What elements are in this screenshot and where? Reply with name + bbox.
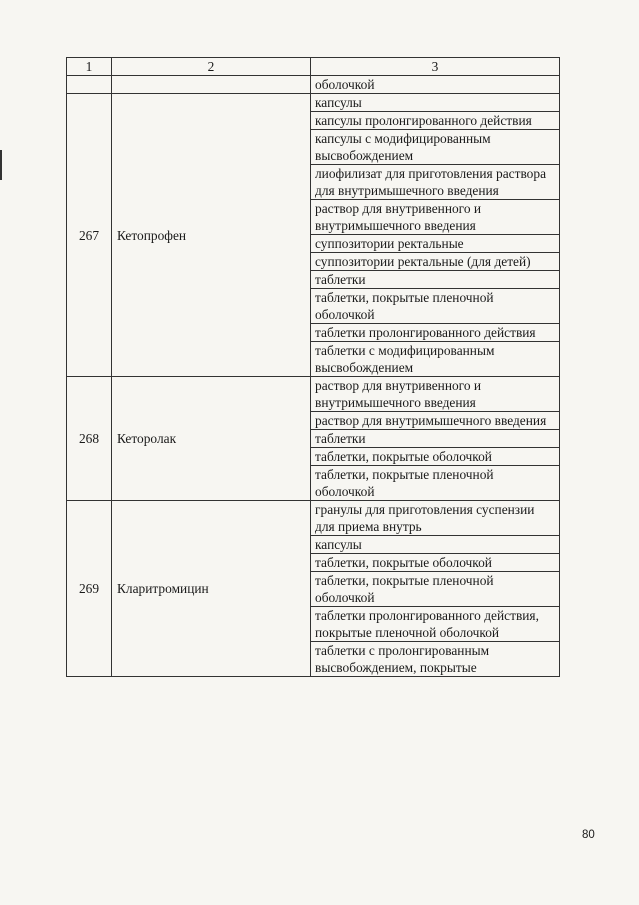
- dosage-form-cell: раствор для внутривенного и внутримышечного введения: [311, 377, 560, 412]
- drug-number-cell: 267: [67, 94, 112, 377]
- drug-name-cell: Кеторолак: [112, 377, 311, 501]
- dosage-form-cell: таблетки пролонгированного действия: [311, 324, 560, 342]
- continuation-name-cell: [112, 76, 311, 94]
- dosage-form-cell: капсулы: [311, 94, 560, 112]
- header-col-2: 2: [112, 58, 311, 76]
- dosage-form-cell: раствор для внутримышечного введения: [311, 412, 560, 430]
- drug-name-cell: Кларитромицин: [112, 501, 311, 677]
- dosage-form-cell: таблетки пролонгированного действия, покрытые пленочной оболочкой: [311, 607, 560, 642]
- drug-number-cell: 268: [67, 377, 112, 501]
- page-number: 80: [582, 829, 595, 841]
- dosage-form-cell: раствор для внутривенного и внутримышечного введения: [311, 200, 560, 235]
- dosage-form-cell: лиофилизат для приготовления раствора для внутримышечного введения: [311, 165, 560, 200]
- table-row: [67, 94, 560, 112]
- table-row: [67, 501, 560, 536]
- dosage-form-cell: таблетки, покрытые оболочкой: [311, 554, 560, 572]
- header-col-1: 1: [67, 58, 112, 76]
- drug-number-cell: 269: [67, 501, 112, 677]
- continuation-form-cell: оболочкой: [311, 76, 560, 94]
- page-edge-mark: [0, 150, 2, 180]
- drug-table: [66, 57, 560, 677]
- header-row: [67, 58, 560, 76]
- dosage-form-cell: таблетки: [311, 271, 560, 289]
- continuation-row: [67, 76, 560, 94]
- dosage-form-cell: капсулы с модифицированным высвобождением: [311, 130, 560, 165]
- dosage-form-cell: капсулы: [311, 536, 560, 554]
- table-body: [67, 76, 560, 677]
- dosage-form-cell: суппозитории ректальные (для детей): [311, 253, 560, 271]
- dosage-form-cell: таблетки, покрытые пленочной оболочкой: [311, 466, 560, 501]
- dosage-form-cell: таблетки, покрытые пленочной оболочкой: [311, 289, 560, 324]
- continuation-num-cell: [67, 76, 112, 94]
- dosage-form-cell: гранулы для приготовления суспензии для приема внутрь: [311, 501, 560, 536]
- dosage-form-cell: таблетки, покрытые оболочкой: [311, 448, 560, 466]
- dosage-form-cell: таблетки, покрытые пленочной оболочкой: [311, 572, 560, 607]
- dosage-form-cell: таблетки с пролонгированным высвобождением, покрытые: [311, 642, 560, 677]
- drug-name-cell: Кетопрофен: [112, 94, 311, 377]
- header-col-3: 3: [311, 58, 560, 76]
- dosage-form-cell: таблетки: [311, 430, 560, 448]
- dosage-form-cell: таблетки с модифицированным высвобождением: [311, 342, 560, 377]
- table-row: [67, 377, 560, 412]
- dosage-form-cell: суппозитории ректальные: [311, 235, 560, 253]
- dosage-form-cell: капсулы пролонгированного действия: [311, 112, 560, 130]
